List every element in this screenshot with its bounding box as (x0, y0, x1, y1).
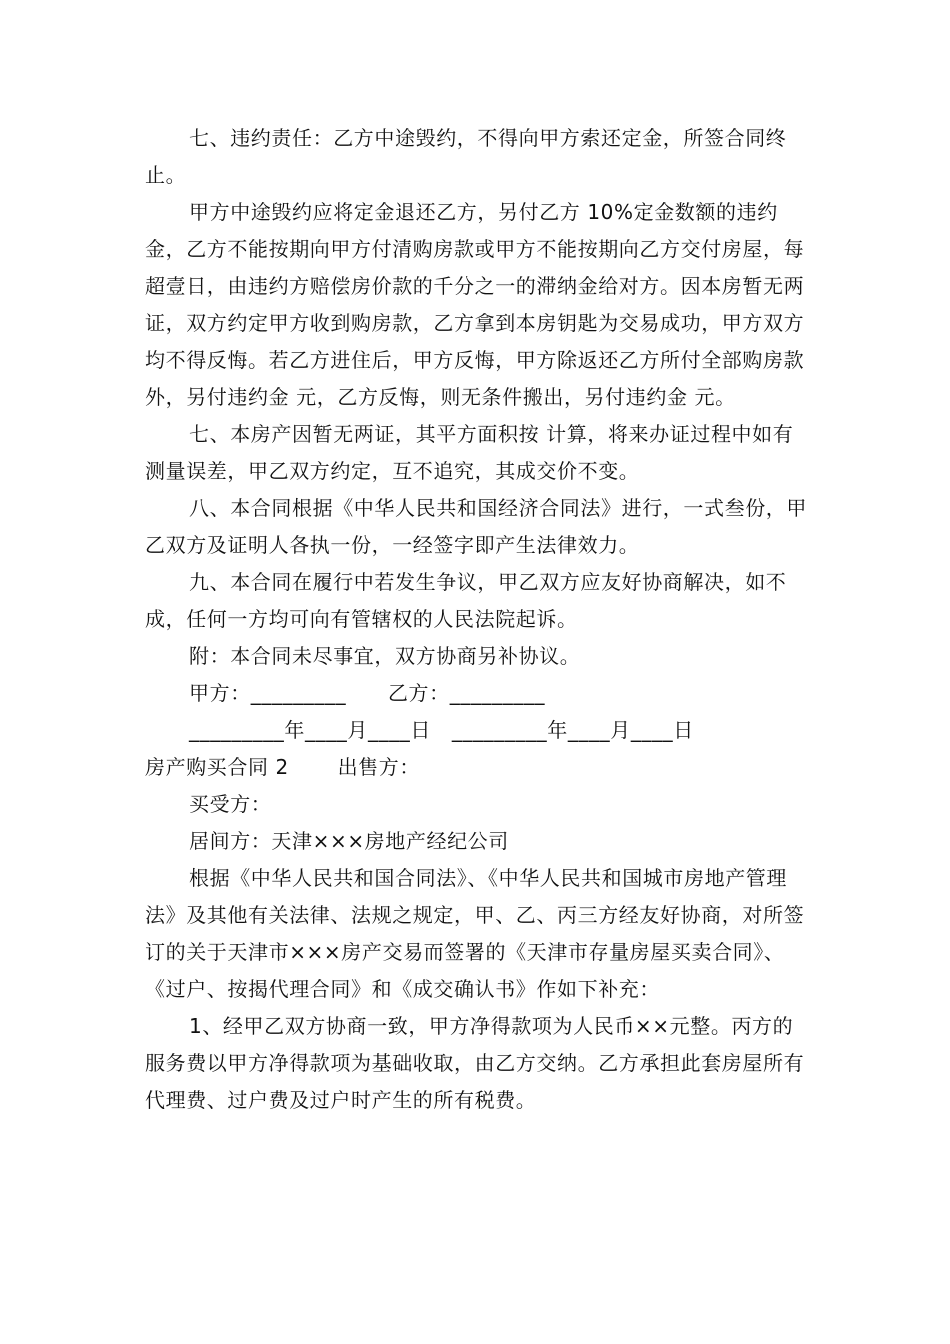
agent-line: 居间方：天津×××房地产经纪公司 (189, 829, 509, 853)
paragraph-dispute: 九、本合同在履行中若发生争议，甲乙双方应友好协商解决，如不成，任何一方均可向有管辖权的人民法院起诉。 (145, 570, 787, 631)
buyer-line: 买受方： (189, 792, 272, 816)
paragraph-seller-breach: 甲方中途毁约应将定金退还乙方，另付乙方 10%定金数额的违约金，乙方不能按期向甲方付清购房款或甲方不能按期向乙方交付房屋，每超壹日，由违约方赔偿房价款的千分之一的滞纳金给对方。因本房暂无两证，双方约定甲方收到购房款，乙方拿到本房钥匙为交易成功，甲方双方均不得反悔。若乙方进住后，甲方反悔，甲方除返还乙方所付全部购房款外，另付违约金 元，乙方反悔，则无条件搬出，另付违约金 元。 (145, 200, 805, 409)
paragraph-basis-supplement: 根据《中华人民共和国合同法》、《中华人民共和国城市房地产管理法》及其他有关法律、法规之规定，甲、乙、丙三方经友好协商，对所签订的关于天津市×××房产交易而签署的《天津市存量房屋买卖合同》、《过户、按揭代理合同》和《成交确认书》作如下补充： (145, 866, 805, 1001)
paragraph-appendix: 附：本合同未尽事宜，双方协商另补协议。 (189, 644, 581, 668)
paragraph-legal-basis: 八、本合同根据《中华人民共和国经济合同法》进行，一式叁份，甲乙双方及证明人各执一份，一经签字即产生法律效力。 (145, 496, 807, 557)
contract-heading: 房产购买合同 2 出售方： (145, 755, 420, 779)
document-body (145, 120, 810, 1119)
paragraph-area-measurement: 七、本房产因暂无两证，其平方面积按 计算，将来办证过程中如有测量误差，甲乙双方约定，互不追究，其成交价不变。 (145, 422, 794, 483)
signature-line: 甲方：_________ 乙方：_________ (189, 681, 546, 705)
date-line: _________年____月____日 _________年____月____日 (189, 718, 694, 742)
paragraph-clause-1: 1、经甲乙双方协商一致，甲方净得款项为人民币××元整。丙方的服务费以甲方净得款项为基础收取，由乙方交纳。乙方承担此套房屋所有代理费、过户费及过户时产生的所有税费。 (145, 1014, 805, 1112)
paragraph-breach-liability: 七、违约责任：乙方中途毁约，不得向甲方索还定金，所签合同终止。 (145, 126, 787, 187)
